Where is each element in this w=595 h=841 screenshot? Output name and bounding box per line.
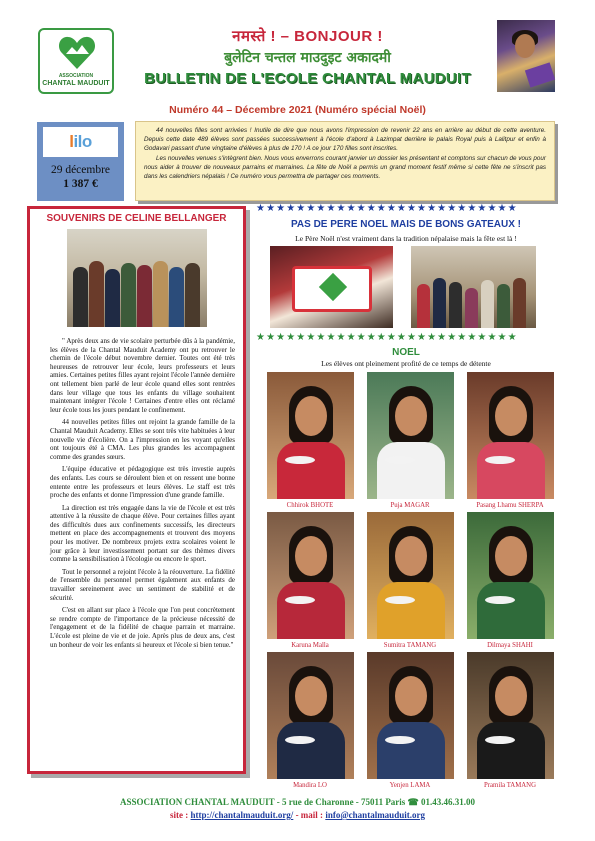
page-title: BULLETIN DE L'ECOLE CHANTAL MAUDUIT [144,70,471,87]
noel-title: NOEL [392,347,420,358]
portrait-caption: Pasang Lhamu SHERPA [476,502,544,509]
portrait-caption: Pramila TAMANG [483,782,536,789]
lilo-amount: 1 387 € [63,178,98,190]
portrait-photo [367,652,454,779]
portrait-caption: Karuna Malla [291,642,329,649]
portrait-photo [467,512,554,639]
association-logo [38,28,114,94]
intro-box [135,121,555,201]
portrait-photo [267,652,354,779]
portrait-caption: Chhirok BHOTE [286,502,334,509]
portrait-photo [367,372,454,499]
left-paragraph-4: La direction est très engagée dans la vie de l'école et est très attentive à la réussite de chaque élève. Pour certaines filles ayant des difficultés dues aux confinements successifs, les directeurs mettent en place des accompagnements et trouvent des moyens pour les motiver. De nombreux projets extra scolaires voient le jour grâce à leur investissement portant sur des thèmes divers comme la sensibilisation à l'écologie ou encore le sport. [50,503,235,564]
left-article-title: SOUVENIRS DE CELINE BELLANGER [46,213,227,224]
header-photo [497,20,555,92]
left-paragraph-6: C'est en allant sur place à l'école que l'on peut concrètement se rendre compte de l'importance de la précieuse nécessité de l'engagement et de la fidélité de chaque parrain et marraine. L'école est pleine de vie et de joie. Après plus de deux ans, c'est un bonheur de voir les enfants si heureux et l'école si bien tenue." [50,606,235,649]
left-paragraph-2: 44 nouvelles petites filles ont rejoint la grande famille de la Chantal Mauduit Academy. Elles se sont très vite habituées à leur nouvelle vie d'écolière. On a l'impression en les voyant qu'elles ont toujours été à CMA. Les plus grandes les accompagnent comme des grandes sœurs. [50,418,235,461]
left-paragraph-5: Tout le personnel a rejoint l'école à la réouverture. La fidélité de l'ensemble du personnel permet également aux enfants de travailler sereinement avec un sentiment de stabilité et de sécurité. [50,567,235,602]
logo-text-line2: CHANTAL MAUDUIT [42,80,110,87]
lilo-box [37,122,124,201]
lilo-date: 29 décembre [50,164,111,176]
greeting: नमस्ते ! – BONJOUR ! [232,28,383,45]
left-article-text [50,337,235,653]
party-photo [411,246,536,328]
intro-paragraph-2: Les nouvelles venues s'intègrent bien. Nous vous enverrons courant janvier un dossier les présentant et comptons sur chacun de vous pour nous aider à trouver de nouveaux parrains et marraines. La fête de Noël a permis un grand moment festif même si cette fête ne s'inscrit pas dans les calendriers népalais ! Ce numéro vous permettra de partager ces moments. [144,154,546,181]
gateaux-subtitle: Le Père Noël n'est vraiment dans la tradition népalaise mais la fête est là ! [295,234,517,243]
portrait-photo [267,512,354,639]
group-photo [67,229,207,327]
left-article [27,206,246,774]
logo-text-line1: ASSOCIATION [58,73,94,79]
site-label: site : [170,810,189,820]
left-paragraph-3: L'équipe éducative et pédagogique est très investie auprès des enfants. Les cours se déroulent bien et on ressent une bonne entente entre les professeurs et leurs élèves. Le staff est très proche des enfants et donne l'impression d'une grande famille. [50,465,235,500]
portrait-caption: Yenjen LAMA [389,782,431,789]
lilo-logo: lilo [43,127,118,157]
title-nepali: बुलेटिन चन्तल माउदुइट अकादमी [224,50,391,66]
stars-divider-blue: ★★★★★★★★★★★★★★★★★★★★★★★★★★ [256,203,518,214]
stars-divider-green: ★★★★★★★★★★★★★★★★★★★★★★★★★★ [256,332,518,343]
footer-contact [0,810,595,820]
portrait-photo [467,372,554,499]
mail-link[interactable]: info@chantalmauduit.org [325,810,425,820]
noel-subtitle: Les élèves ont pleinement profité de ce temps de détente [321,359,491,368]
portrait-caption: Puja MAGAR [390,502,430,509]
masthead [120,26,495,87]
portrait-photo [267,372,354,499]
site-link[interactable]: http://chantalmauduit.org/ [190,810,294,820]
heart-logo-icon [58,35,96,71]
mail-label: - mail : [295,810,324,820]
intro-paragraph-1: 44 nouvelles filles sont arrivées ! Inutile de dire que nous avons l'impression de revenir 22 ans en arrière au début de cette aventure. Depuis cette date 489 élèves sont passées successivement à l'école d'abord à Lazimpat derrière le palais Royal puis à Lalitpur et enfin à Godavari passant d'une vingtaine d'élèves à plus de 170 ! A ce jour 170 filles sont inscrites. [144,127,546,153]
portrait-caption: Dilmaya SHAHI [487,642,533,649]
portrait-photo [467,652,554,779]
gateaux-title: PAS DE PERE NOEL MAIS DE BONS GATEAUX ! [290,219,522,230]
issue-number: Numéro 44 – Décembre 2021 (Numéro spécial Noël) [169,104,426,116]
footer-address: ASSOCIATION CHANTAL MAUDUIT - 5 rue de Charonne - 75011 Paris ☎ 01.43.46.31.00 [119,797,476,807]
portrait-photo [367,512,454,639]
cake-photo [270,246,393,328]
portrait-caption: Sumitra TAMANG [383,642,437,649]
left-paragraph-1: " Après deux ans de vie scolaire perturbée dûs à la pandémie, les élèves de la Chantal Mauduit Academy ont pu retrouver le chemin de l'école début novembre dernier. Toutes ont été très heureuses de retrouver leur école, leurs professeurs et leurs amies. Certaines petites filles ayant rejoint l'école l'année dernière ont tellement bien parlé de leur école quand elles sont rentrées dans leur village que tous les enfants du village souhaitent maintenant intégrer l'école ! Certaines d'entre elles ont réclamé leur école tous les jours pendant le confinement. [50,337,235,414]
portrait-caption: Mandira LO [293,782,327,789]
